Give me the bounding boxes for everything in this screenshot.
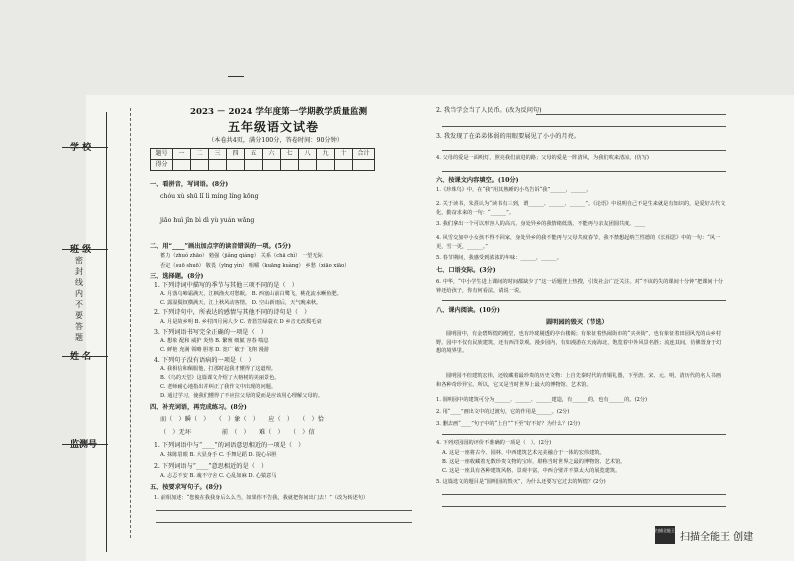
score-h4: 四 — [227, 149, 245, 160]
score-h6: 六 — [263, 149, 281, 160]
section-7-heading: 七、口语交际。(3分) — [436, 267, 496, 274]
score-h11: 合计 — [353, 149, 375, 160]
q4-option-b: B.《乌的天堂》这篇课文介绍了大榕树的美丽景色。 — [160, 375, 280, 381]
score-h10: 十 — [335, 149, 353, 160]
school-box — [62, 134, 108, 148]
fill-1: 1.《珍珠鸟》中，在“我”用其熟睡的小鸟告诉“我”______，______。 — [436, 187, 592, 193]
reading-q4-b: B. 这是一座收藏着无数珍贵文物的宝库，堪称当时世界之最的博物馆、艺术馆。 — [442, 459, 626, 465]
fill-5: 5. 春节期间，我感受到浓浓的年味：______，______。 — [436, 255, 562, 261]
q4-option-c: C. 老师耐心地指出并纠正了我作文中出现的问题。 — [160, 384, 277, 390]
score-cell[interactable] — [209, 160, 227, 171]
pinyin-row-1: chóu xù shū lǐ lì míng líng kōng — [160, 193, 259, 200]
strip-line — [106, 112, 107, 552]
q3-options-b: C. 鲜艳 充满 领略 胆寒 D. 宽广 敏于 飞翔 漫游 — [160, 347, 269, 353]
answer-line[interactable] — [442, 126, 726, 127]
fill-4: 4. 风雪交加中小女孩不得不回家，身处异乡的我不能再与父母共度春节，我不禁想起纳兰性德的《长相思》中的一句：“风一更，雪一更，______。” — [436, 235, 721, 250]
q7: 1. 前相加述：“您俊在我我身后么么当，如果你不告我，我就把你间出门去！”（改为转述句） — [154, 495, 369, 501]
score-h2: 二 — [191, 149, 209, 160]
fill-2: 2. 关于读书，朱熹认为“读书有三到，谓______、______、______”。《论语》中说明自己不是生来就是有知识的，是爱好古代文化，勤奋求来的一句：“______”。 — [436, 201, 726, 216]
q3-options-a: A. 想象 配和 威护 炎热 B. 繁殖 细腻 容春 喘息 — [160, 338, 269, 344]
reading-row-1: 蓄力（zhuó zhāo） 勉强（jiǎng qiáng） 关系（chā chì） 一望无际 — [160, 253, 323, 259]
section-8-heading: 八、课内阅读。(10分) — [436, 307, 500, 314]
passage-para-2: 圆明园不但建筑宏伟，还收藏着最珍贵的历史文物：上自先秦时代的青铜礼器，下至唐、宋、元、明、清历代的名人书画和各种奇珍异宝。所以，它又是当时世界上最大的博物馆、艺术馆。 — [436, 373, 721, 388]
passage-para-1: 圆明园中，有金碧辉煌的殿堂，也有玲珑剔透的亭台楼阁；有象征着热闹街市的“买卖街”，也有象征着田园风光的山乡村野。园中不仅有民族建筑，还有西洋景观。漫步园内，有如漫游在天南海北，饱览着中外风景名胜；流连其间，仿佛置身于幻想的境界里。 — [436, 331, 722, 354]
section-5-heading: 五、按要求写句子。(8分) — [150, 484, 223, 491]
q1: 1. 下列诗词中描写的季节与其他三项不同的是（ ） — [154, 282, 298, 289]
answer-line[interactable] — [156, 510, 412, 511]
fill-6: 6. 中华，“中小学生进上课间的时间都缺少了”这一话题登上热搜，引发社会广泛关注。对“不该的失的课间十分钟”把课间十分钟还给孩子，你有何看法，请说一说。 — [436, 279, 723, 294]
right-column — [436, 108, 726, 538]
answer-line[interactable] — [442, 171, 726, 172]
score-cell[interactable] — [299, 160, 317, 171]
section-4-heading: 四、补充词语，再完成练习。(8分) — [150, 404, 247, 411]
score-cell[interactable] — [191, 160, 209, 171]
score-cell[interactable] — [317, 160, 335, 171]
fill-row-1: 而（ ）瞬（ ） （ ）象（ ） 应（ ） （ ）恰 — [160, 416, 324, 423]
exam-title: 2023 － 2024 学年度第一学期教学质量监测 — [190, 107, 368, 117]
scanner-logo: 扫描全能王 — [655, 526, 675, 544]
q6: 2. 下列词语与“____”意思相近的是（ ） — [154, 463, 268, 470]
name-box — [62, 343, 108, 357]
score-h9: 九 — [317, 149, 335, 160]
reading-q4-a: A. 这是一座将古今、园林、中西建筑艺术完美融合于一体的宏伟建筑。 — [442, 450, 605, 456]
answer-line[interactable] — [442, 494, 726, 495]
fill-row-2: （ ）无坏 前 （ ） 难（ ） （ ）信 — [160, 429, 315, 436]
sentence-4: 4. 父母的爱是一面明灯，照亮我们前进的路；父母的爱是一阵清风，为我们吹来清凉。(仿写) — [436, 155, 649, 161]
reading-q2: 2. 用“____”画出文中的过渡句，它的作用是______。(2分) — [436, 409, 570, 415]
score-h0: 题号 — [151, 149, 173, 160]
score-h7: 七 — [281, 149, 299, 160]
q3: 3. 下列词语书写完全正确的一项是（ ） — [154, 329, 268, 336]
reading-q1: 1. 圆明园中的建筑可分为______、______、______建造，有______的，也有______的。(2分) — [436, 397, 648, 403]
answer-line[interactable] — [442, 150, 726, 151]
score-cell[interactable] — [281, 160, 299, 171]
reading-q5: 5. 这篇选文的题目是“圆明园的毁灭”，为什么还要写它过去的辉煌？(2分) — [436, 479, 606, 485]
fill-3: 3. 我们拿出一个可以形容人的高兴，身处异乡的我情绪低落，不能再与亲友团圆共度。____ — [436, 221, 645, 227]
q6-options: A. 忐忑不安 B. 魂不守舍 C. 心乱如麻 D. 心猿意马 — [160, 473, 277, 479]
seal-line — [130, 108, 131, 538]
answer-line[interactable] — [536, 114, 726, 115]
score-h8: 八 — [299, 149, 317, 160]
score-h5: 五 — [245, 149, 263, 160]
score-cell[interactable] — [263, 160, 281, 171]
answer-line[interactable] — [442, 506, 726, 507]
class-box — [62, 236, 108, 250]
left-column — [150, 108, 420, 548]
q1-options-a: A. 月落乌啼霜满天，江枫渔火对愁眠。 B. 西塞山前白鹭飞，桃花流水鳜鱼肥。 — [160, 291, 342, 297]
answer-line[interactable] — [442, 434, 726, 435]
score-table — [150, 148, 375, 171]
q4: 4. 下列句子没有语病的一项是（ ） — [154, 357, 255, 364]
score-cell[interactable] — [353, 160, 375, 171]
class-label: 班 级 — [70, 245, 92, 255]
q1-options-b: C. 露湿鬓钗横满天，江上秋风动客情。 D. 空山新雨后，天气晚来秋。 — [160, 300, 322, 306]
section-3-heading: 三、选择题。(8分) — [150, 273, 204, 280]
q5-options: A. 抹陈眉眼 B. 大显身手 C. 手舞足蹈 D. 提心吊胆 — [160, 452, 277, 458]
section-6-heading: 六、按课文内容填空。(10分) — [436, 177, 519, 184]
answer-line[interactable] — [442, 300, 726, 301]
q2: 2. 下列诗句中，所表达的感情与其他不同的诗句是（ ） — [154, 309, 311, 316]
reading-q4-c: C. 这是一座具有各种建筑风格、景观丰富，中西合璧并不算太大的展览建筑。 — [442, 468, 621, 474]
answer-line[interactable] — [156, 522, 412, 523]
score-h1: 一 — [173, 149, 191, 160]
exam-subtitle: 五年级语文试卷 — [228, 120, 320, 134]
score-cell[interactable] — [173, 160, 191, 171]
q5: 1. 下列词语中与“____”的词语意思相近的一项是（ ） — [154, 442, 305, 449]
score-cell[interactable] — [245, 160, 263, 171]
reading-q3: 3. 删去画“____”句子中的“上自”“下至”好不好？为什么？(2分) — [436, 421, 580, 427]
score-row2-label: 得分 — [151, 160, 173, 171]
reading-title: 圆明园的毁灭（节选） — [546, 319, 608, 326]
name-label: 姓 名 — [70, 352, 92, 362]
score-cell[interactable] — [227, 160, 245, 171]
exam-note: （本卷共4页，满分100分，答卷时间：90分钟） — [208, 137, 343, 144]
score-h3: 三 — [209, 149, 227, 160]
score-cell[interactable] — [335, 160, 353, 171]
scanner-watermark: 扫描全能王 创建 — [680, 532, 754, 543]
q4-option-a: A. 我相信和佩服他，打那时起我才懂得了这道理。 — [160, 366, 276, 372]
sentence-3: 3. 我发现了在弟弟体弱的用眼要展见了小小的月亮。 — [436, 133, 580, 140]
section-2-heading: 二、用“____”画出加点字的读音错误的一项。(5分) — [150, 243, 292, 250]
id-box — [62, 431, 108, 445]
q4-option-d: D. 通过学习，使我们懂得了不应拉父母的爱而是应该用心理解父母的。 — [160, 393, 323, 399]
top-mark — [228, 76, 244, 77]
section-1-heading: 一、看拼音，写词语。(8分) — [150, 181, 229, 188]
sentence-2: 2. 我当学会当了人民币。(改为反问句) — [436, 107, 542, 114]
q2-options: A. 月是故乡明 B. 乡村四月闲人少 C. 青箬笠绿蓑衣 D 乡音无改鬓毛衰 — [160, 319, 322, 325]
reading-q4: 4. 下列对园园的评价不准确的一项是（ ）。(2分) — [436, 440, 552, 446]
pinyin-row-2: jiāo huì jǐn bì dì yù yuán wǎng — [160, 217, 255, 224]
reading-row-2: 否定（suō shuō） 敬畏（yīng yìn） 咀嚼（kuāng kuàng） 乡愁（xiāo xiāo） — [160, 263, 350, 269]
id-label: 监测号 — [70, 440, 98, 450]
school-label: 学 校 — [70, 143, 92, 153]
seal-text: 密封线内不要答题 — [75, 256, 83, 342]
